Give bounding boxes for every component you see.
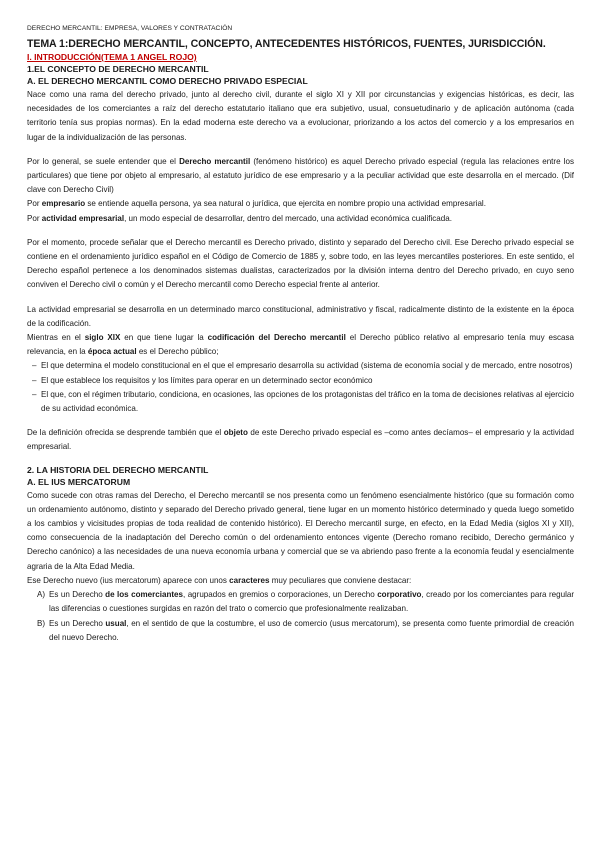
paragraph-dualist: Por el momento, procede señalar que el Derecho mercantil es Derecho privado, distinto y separado del Derecho civil. Ese Derecho privado especial se contiene en el ordenamiento jurídico español en el Código de Comercio de 1885 y, sobre todo, en las leyes mercantiles posteriores. En este sentido, el Derecho español pertenece a los denominados sistemas dualistas, caracterizados por la división interna dentro del Derecho privado, en cuyo seno conviven el Derecho civil o común y el Derecho mercantil como Derecho especial frente al anterior. xyxy=(27,237,574,290)
paragraph-codification: Mientras en el siglo XIX en que tiene lugar la codificación del Derecho mercantil el Derecho público relativo al empresario tenía muy escasa relevancia, en la época actual es el Derecho público; xyxy=(27,333,575,357)
list-item-a: A) Es un Derecho de los comerciantes, agrupados en gremios o corporaciones, un Derecho corporativo, creado por los comerciantes para regular las diferencias o cuestiones surgidas en razón del trato o comercio que profesionalmente realizaban. xyxy=(37,590,575,614)
list-item: – El que determina el modelo constitucional en el que el empresario desarrolla su actividad (sistema de economía social y de mercado, entre nosotros) xyxy=(41,359,574,373)
section-2a-heading: A. EL IUS MERCATORUM xyxy=(27,476,131,487)
paragraph-empresario: Por empresario se entiende aquella persona, ya sea natural o jurídica, que ejercita en nombre propio una actividad empresarial. xyxy=(27,199,486,209)
paragraph-actividad: Por actividad empresarial, un modo especial de desarrollar, dentro del mercado, una actividad económica cualificada. xyxy=(27,213,452,223)
paragraph-object: De la definición ofrecida se desprende también que el objeto de este Derecho privado especial es –como antes decíamos– el empresario y la actividad empresarial. xyxy=(27,428,574,452)
list-item: – El que establece los requisitos y los límites para operar en un determinado sector económico xyxy=(41,374,574,388)
list-item: – El que, con el régimen tributario, condiciona, en ocasiones, las opciones de los protagonistas del tráfico en la toma de decisiones relativas al ejercicio de su actividad económica. xyxy=(41,388,574,416)
section-2-heading: 2. LA HISTORIA DEL DERECHO MERCANTIL xyxy=(27,464,209,475)
list-item-b: B) Es un Derecho usual, en el sentido de que la costumbre, el uso de comercio (usus mercatorum), se presenta como fuente primordial de creación del nuevo Derecho. xyxy=(37,618,574,642)
paragraph-origin: Nace como una rama del derecho privado, junto al derecho civil, durante el siglo XI y XII por circunstancias y exigencias históricas, es decir, las necesidades de los comerciantes a raíz del derecho estatutario italiano que era subjetivo, usual, consuetudinario y de aplicación autónoma (cada territorio tenía sus propias normas). En la edad moderna este derecho va a evolucionar, priorizando a los actos del comercio y a los empresarios en lugar de la individualización de las personas. xyxy=(27,90,574,142)
characters-list xyxy=(27,588,574,645)
document-page xyxy=(27,25,574,645)
section-1-heading: 1.EL CONCEPTO DE DERECHO MERCANTIL xyxy=(27,64,209,74)
paragraph-definition: Por lo general, se suele entender que el Derecho mercantil (fenómeno histórico) es aquel Derecho privado especial (regula las relaciones entre los particulares) que tiene por objeto al empresario, al estatuto jurídico de ese empresario y a la peculiar actividad que este desarrolla en el mercado. (Dif clave con Derecho Civil) xyxy=(27,156,574,195)
page-title: TEMA 1:DERECHO MERCANTIL, CONCEPTO, ANTECEDENTES HISTÓRICOS, FUENTES, JURISDICCIÓN. xyxy=(27,38,546,50)
running-header: DERECHO MERCANTIL: EMPRESA, VALORES Y CONTRATACIÓN xyxy=(27,25,233,32)
paragraph-framework: La actividad empresarial se desarrolla en un determinado marco constitucional, administrativo y fiscal, radicalmente distinto de la existente en la época de la codificación. xyxy=(27,304,574,328)
paragraph-history: Como sucede con otras ramas del Derecho, el Derecho mercantil se nos presenta como un fenómeno esencialmente histórico (que su formación como un ordenamiento autónomo, distinto y separado del Derecho privado general, tiene lugar en un momento histórico determinado y queda luego sometido a los cambios y vicisitudes propias de toda realidad de contenido histórico). El Derecho mercantil surge, en efecto, en la Edad Media (siglos XI y XII), como consecuencia de la inadaptación del Derecho común o del ordenamiento entonces vigente (Derecho romano recibido, Derecho germánico y Derecho canónico) a las necesidades de una nueva economía urbana y comercial que se va abriendo paso frente a la economía feudal y esencialmente agraria de la Alta Edad Media. xyxy=(27,490,574,571)
section-1a-heading: A. EL DERECHO MERCANTIL COMO DERECHO PRIVADO ESPECIAL xyxy=(27,76,308,86)
paragraph-characters: Ese Derecho nuevo (ius mercatorum) aparece con unos caracteres muy peculiares que conviene destacar: xyxy=(27,575,412,585)
intro-heading: I. INTRODUCCIÓN(TEMA 1 ANGEL ROJO) xyxy=(27,52,197,62)
public-law-list xyxy=(27,359,574,416)
